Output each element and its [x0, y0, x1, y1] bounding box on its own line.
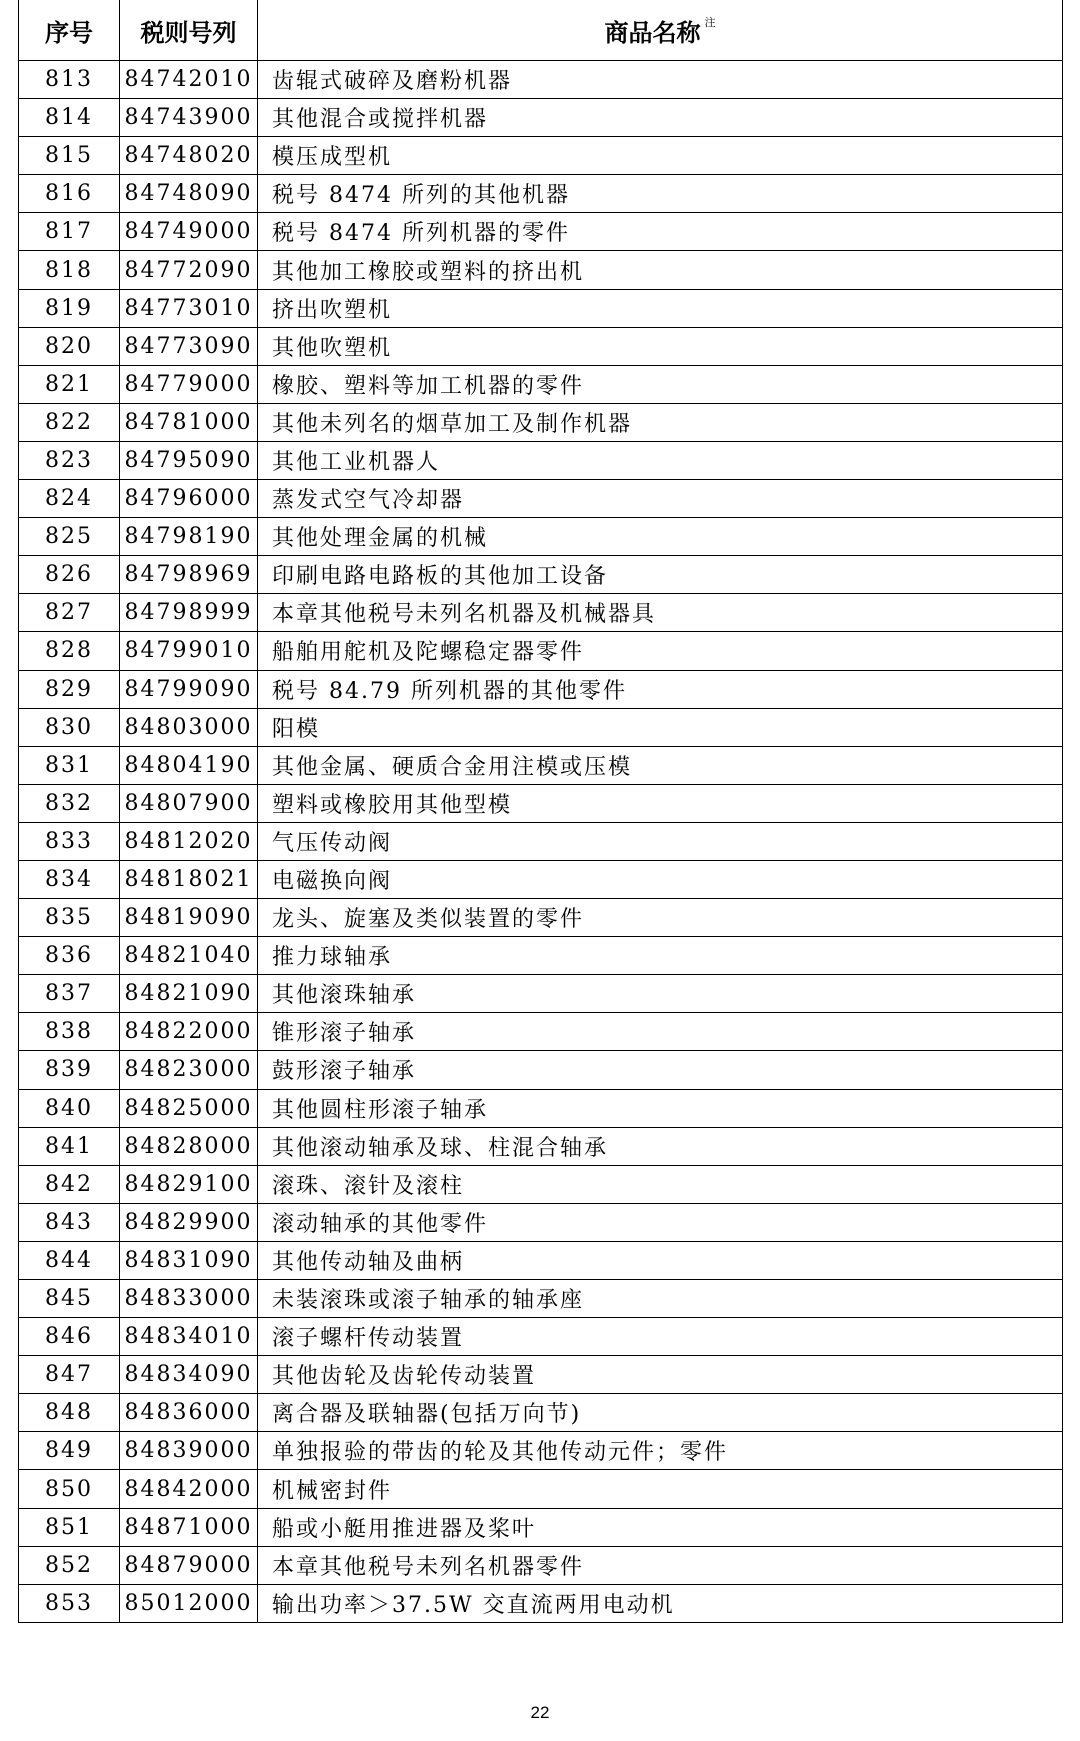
product-name-cell: 塑料或橡胶用其他型模: [258, 784, 1063, 822]
product-name-cell: 其他传动轴及曲柄: [258, 1241, 1063, 1279]
product-name-cell: 印刷电路电路板的其他加工设备: [258, 556, 1063, 594]
product-name-cell: 其他混合或搅拌机器: [258, 99, 1063, 137]
product-name-cell: 其他圆柱形滚子轴承: [258, 1089, 1063, 1127]
tariff-code-cell: 84836000: [120, 1394, 258, 1432]
tariff-code-cell: 84807900: [120, 784, 258, 822]
table-row: [19, 99, 1063, 137]
header-code: 税则号列: [120, 0, 258, 61]
table-row: [19, 1356, 1063, 1394]
tariff-code-cell: 84796000: [120, 480, 258, 518]
tariff-code-cell: 84799090: [120, 670, 258, 708]
tariff-code-cell: 84772090: [120, 251, 258, 289]
seq-cell: 839: [19, 1051, 120, 1089]
table-row: [19, 1241, 1063, 1279]
seq-cell: 834: [19, 860, 120, 898]
seq-cell: 826: [19, 556, 120, 594]
table-row: [19, 1470, 1063, 1508]
product-name-cell: 税号 8474 所列机器的零件: [258, 213, 1063, 251]
header-row: [19, 0, 1063, 61]
seq-cell: 813: [19, 61, 120, 99]
tariff-code-cell: 84798190: [120, 518, 258, 556]
table-header: [19, 0, 1063, 61]
table-row: [19, 746, 1063, 784]
tariff-code-cell: 84828000: [120, 1127, 258, 1165]
tariff-code-cell: 84804190: [120, 746, 258, 784]
product-name-cell: 阳模: [258, 708, 1063, 746]
seq-cell: 848: [19, 1394, 120, 1432]
table-row: [19, 1508, 1063, 1546]
table-row: [19, 137, 1063, 175]
seq-cell: 838: [19, 1013, 120, 1051]
table-row: [19, 1013, 1063, 1051]
tariff-code-cell: 84834010: [120, 1318, 258, 1356]
tariff-code-cell: 84818021: [120, 860, 258, 898]
tariff-code-cell: 84839000: [120, 1432, 258, 1470]
table-row: [19, 1280, 1063, 1318]
seq-cell: 842: [19, 1165, 120, 1203]
tariff-code-cell: 84829100: [120, 1165, 258, 1203]
table-row: [19, 1127, 1063, 1165]
product-name-cell: 齿辊式破碎及磨粉机器: [258, 61, 1063, 99]
seq-cell: 845: [19, 1280, 120, 1318]
product-name-cell: 离合器及联轴器(包括万向节): [258, 1394, 1063, 1432]
header-note-mark: 注: [704, 15, 716, 29]
table-row: [19, 480, 1063, 518]
header-name: 商品名称 $^注$: [258, 0, 1063, 61]
table-row: [19, 365, 1063, 403]
seq-cell: 829: [19, 670, 120, 708]
tariff-code-cell: 84825000: [120, 1089, 258, 1127]
product-name-cell: 橡胶、塑料等加工机器的零件: [258, 365, 1063, 403]
tariff-code-cell: 84821090: [120, 975, 258, 1013]
seq-cell: 847: [19, 1356, 120, 1394]
seq-cell: 832: [19, 784, 120, 822]
product-name-cell: 其他滚动轴承及球、柱混合轴承: [258, 1127, 1063, 1165]
tariff-code-cell: 84773090: [120, 327, 258, 365]
table-row: [19, 632, 1063, 670]
product-name-cell: 龙头、旋塞及类似装置的零件: [258, 899, 1063, 937]
product-name-cell: 本章其他税号未列名机器及机械器具: [258, 594, 1063, 632]
table-row: [19, 441, 1063, 479]
table-row: [19, 1165, 1063, 1203]
table-row: [19, 251, 1063, 289]
table-row: [19, 289, 1063, 327]
product-name-cell: 滚动轴承的其他零件: [258, 1203, 1063, 1241]
seq-cell: 827: [19, 594, 120, 632]
header-seq: 序号: [19, 0, 120, 61]
product-name-cell: 气压传动阀: [258, 822, 1063, 860]
seq-cell: 835: [19, 899, 120, 937]
seq-cell: 851: [19, 1508, 120, 1546]
seq-cell: 836: [19, 937, 120, 975]
product-name-cell: 滚子螺杆传动装置: [258, 1318, 1063, 1356]
seq-cell: 823: [19, 441, 120, 479]
product-name-cell: 滚珠、滚针及滚柱: [258, 1165, 1063, 1203]
table-row: [19, 594, 1063, 632]
product-name-cell: 其他处理金属的机械: [258, 518, 1063, 556]
table-row: [19, 327, 1063, 365]
product-name-cell: 本章其他税号未列名机器零件: [258, 1546, 1063, 1584]
table-row: [19, 860, 1063, 898]
product-name-cell: 其他未列名的烟草加工及制作机器: [258, 403, 1063, 441]
table-row: [19, 1051, 1063, 1089]
seq-cell: 844: [19, 1241, 120, 1279]
tariff-code-cell: 84812020: [120, 822, 258, 860]
seq-cell: 837: [19, 975, 120, 1013]
table-row: [19, 822, 1063, 860]
table-row: [19, 1203, 1063, 1241]
table-row: [19, 1394, 1063, 1432]
seq-cell: 843: [19, 1203, 120, 1241]
tariff-code-cell: 84748020: [120, 137, 258, 175]
product-name-cell: 输出功率＞37.5W 交直流两用电动机: [258, 1584, 1063, 1622]
seq-cell: 814: [19, 99, 120, 137]
seq-cell: 828: [19, 632, 120, 670]
page-number: 22: [530, 1703, 550, 1722]
tariff-code-cell: 84773010: [120, 289, 258, 327]
tariff-code-cell: 84742010: [120, 61, 258, 99]
table-row: [19, 175, 1063, 213]
table-row: [19, 403, 1063, 441]
seq-cell: 831: [19, 746, 120, 784]
table-row: [19, 61, 1063, 99]
table-row: [19, 556, 1063, 594]
table-row: [19, 975, 1063, 1013]
table-row: [19, 708, 1063, 746]
seq-cell: 815: [19, 137, 120, 175]
seq-cell: 825: [19, 518, 120, 556]
product-name-cell: 挤出吹塑机: [258, 289, 1063, 327]
table-row: [19, 1089, 1063, 1127]
table-body: [19, 61, 1063, 1623]
product-name-cell: 单独报验的带齿的轮及其他传动元件；零件: [258, 1432, 1063, 1470]
tariff-code-cell: 84798999: [120, 594, 258, 632]
seq-cell: 853: [19, 1584, 120, 1622]
product-name-cell: 模压成型机: [258, 137, 1063, 175]
product-name-cell: 税号 8474 所列的其他机器: [258, 175, 1063, 213]
tariff-code-cell: 84842000: [120, 1470, 258, 1508]
tariff-code-cell: 84748090: [120, 175, 258, 213]
product-name-cell: 其他工业机器人: [258, 441, 1063, 479]
tariff-code-cell: 85012000: [120, 1584, 258, 1622]
product-name-cell: 船舶用舵机及陀螺稳定器零件: [258, 632, 1063, 670]
seq-cell: 821: [19, 365, 120, 403]
tariff-code-cell: 84834090: [120, 1356, 258, 1394]
product-name-cell: 未装滚珠或滚子轴承的轴承座: [258, 1280, 1063, 1318]
product-name-cell: 其他吹塑机: [258, 327, 1063, 365]
product-name-cell: 其他加工橡胶或塑料的挤出机: [258, 251, 1063, 289]
table-row: [19, 1584, 1063, 1622]
seq-cell: 850: [19, 1470, 120, 1508]
seq-cell: 819: [19, 289, 120, 327]
table-row: [19, 937, 1063, 975]
product-name-cell: 推力球轴承: [258, 937, 1063, 975]
seq-cell: 833: [19, 822, 120, 860]
tariff-code-cell: 84803000: [120, 708, 258, 746]
product-name-cell: 其他齿轮及齿轮传动装置: [258, 1356, 1063, 1394]
seq-cell: 841: [19, 1127, 120, 1165]
seq-cell: 830: [19, 708, 120, 746]
table-row: [19, 518, 1063, 556]
tariff-code-cell: 84829900: [120, 1203, 258, 1241]
table-row: [19, 899, 1063, 937]
seq-cell: 849: [19, 1432, 120, 1470]
product-name-cell: 机械密封件: [258, 1470, 1063, 1508]
tariff-code-cell: 84831090: [120, 1241, 258, 1279]
seq-cell: 840: [19, 1089, 120, 1127]
product-name-cell: 电磁换向阀: [258, 860, 1063, 898]
seq-cell: 822: [19, 403, 120, 441]
tariff-code-cell: 84743900: [120, 99, 258, 137]
tariff-table-container: [18, 0, 1062, 1623]
product-name-cell: 蒸发式空气冷却器: [258, 480, 1063, 518]
seq-cell: 816: [19, 175, 120, 213]
table-row: [19, 670, 1063, 708]
table-row: [19, 784, 1063, 822]
product-name-cell: 船或小艇用推进器及桨叶: [258, 1508, 1063, 1546]
product-name-cell: 其他滚珠轴承: [258, 975, 1063, 1013]
seq-cell: 852: [19, 1546, 120, 1584]
tariff-table: [18, 0, 1063, 1623]
tariff-code-cell: 84795090: [120, 441, 258, 479]
tariff-code-cell: 84819090: [120, 899, 258, 937]
product-name-cell: 鼓形滚子轴承: [258, 1051, 1063, 1089]
tariff-code-cell: 84833000: [120, 1280, 258, 1318]
seq-cell: 817: [19, 213, 120, 251]
tariff-code-cell: 84821040: [120, 937, 258, 975]
seq-cell: 818: [19, 251, 120, 289]
product-name-cell: 其他金属、硬质合金用注模或压模: [258, 746, 1063, 784]
seq-cell: 820: [19, 327, 120, 365]
product-name-cell: 税号 84.79 所列机器的其他零件: [258, 670, 1063, 708]
table-row: [19, 213, 1063, 251]
tariff-code-cell: 84781000: [120, 403, 258, 441]
tariff-code-cell: 84871000: [120, 1508, 258, 1546]
table-row: [19, 1546, 1063, 1584]
table-row: [19, 1318, 1063, 1356]
seq-cell: 824: [19, 480, 120, 518]
tariff-code-cell: 84822000: [120, 1013, 258, 1051]
tariff-code-cell: 84823000: [120, 1051, 258, 1089]
seq-cell: 846: [19, 1318, 120, 1356]
tariff-code-cell: 84779000: [120, 365, 258, 403]
tariff-code-cell: 84749000: [120, 213, 258, 251]
tariff-code-cell: 84799010: [120, 632, 258, 670]
table-row: [19, 1432, 1063, 1470]
tariff-code-cell: 84879000: [120, 1546, 258, 1584]
product-name-cell: 锥形滚子轴承: [258, 1013, 1063, 1051]
tariff-code-cell: 84798969: [120, 556, 258, 594]
